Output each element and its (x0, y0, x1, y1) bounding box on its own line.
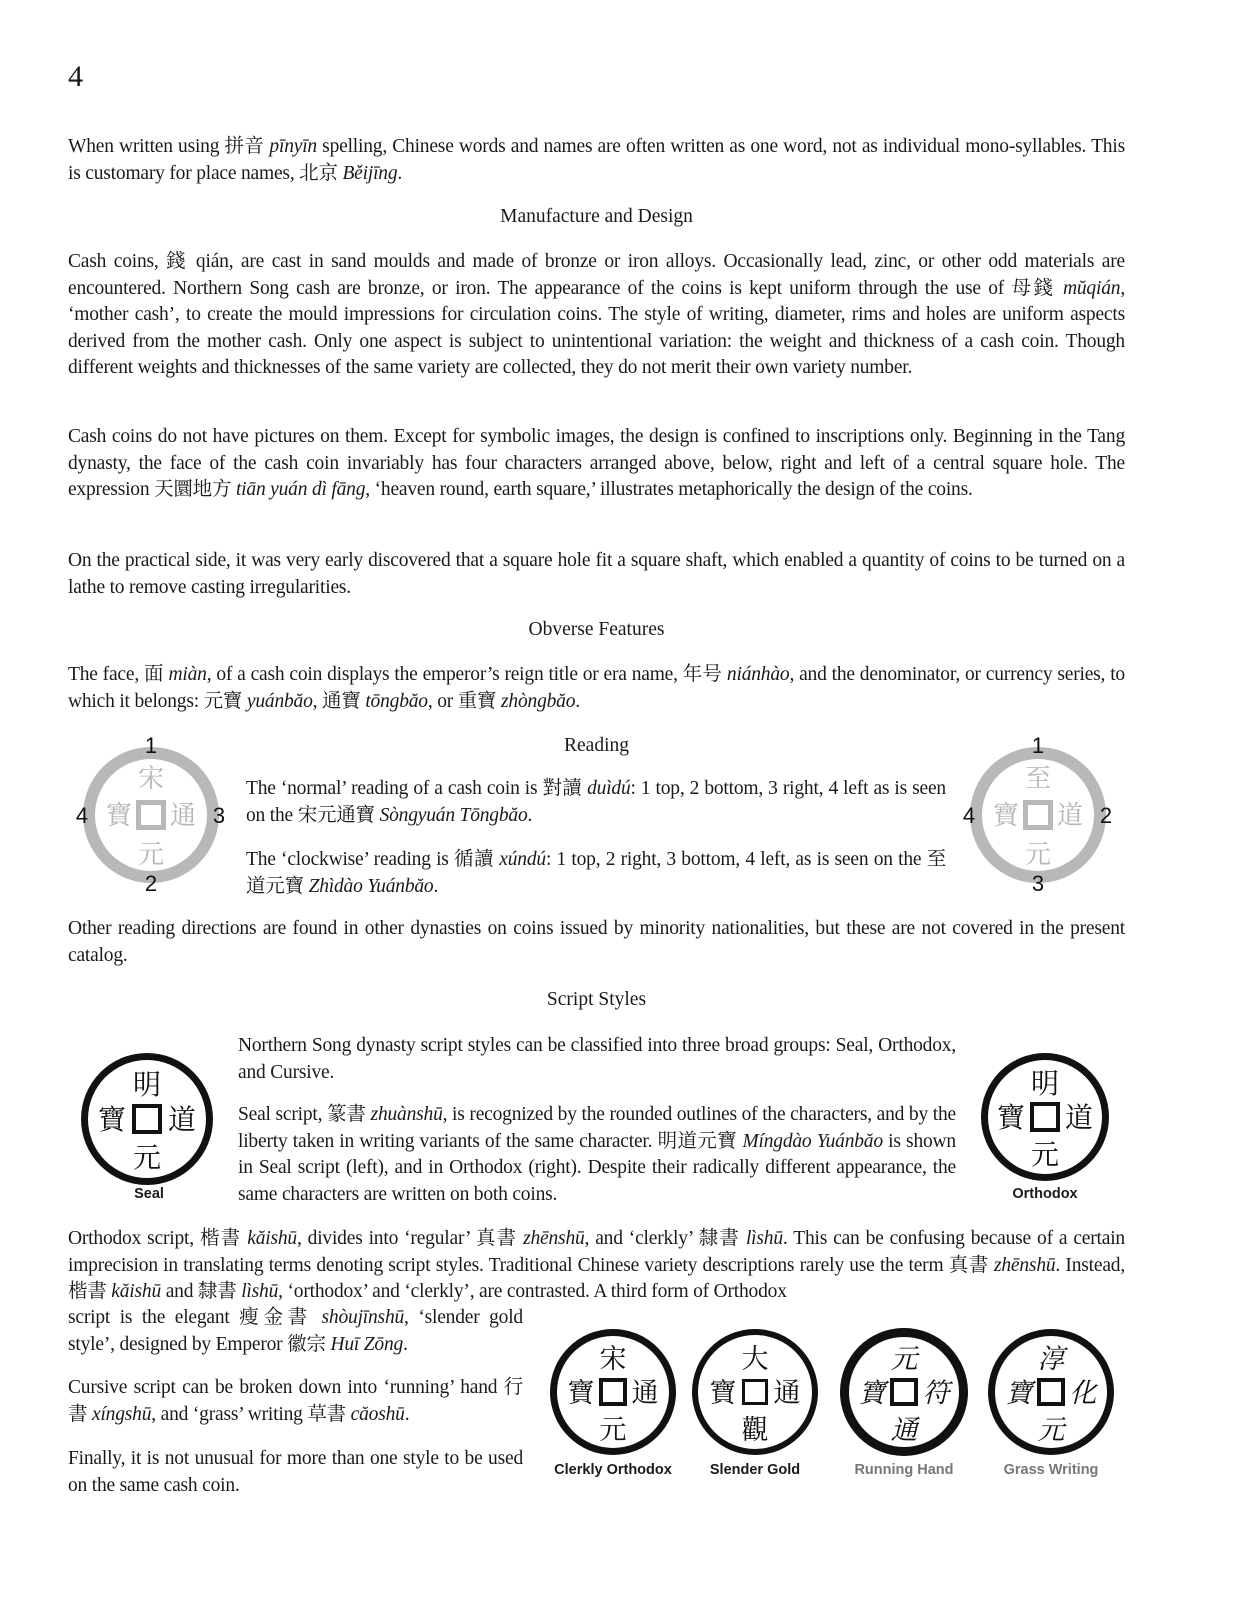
coin-char-top: 元 (890, 1344, 918, 1375)
manufacture-paragraph-1: Cash coins, 錢 qián, are cast in sand moulds and made of bronze or iron alloys. Occasionally lead, zinc, or other odd materials are encountered. Northern Song cash are bronze, or iron. The appearance of the coins is kept uniform through the use of 母錢 mŭqián, ‘mother cash’, to create the mould impressions for circulation coins. The style of writing, diameter, rims and holes are uniform aspects derived from the mother cash. Only one aspect is subject to unintentional variation: the weight and thickness of a cash coin. Though different weights and thicknesses of the same variety are collected, they do not merit their own variety number. (68, 251, 1125, 378)
cursive-paragraph: Cursive script can be broken down into ‘running’ hand 行書 xíngshū, and ‘grass’ writing 草書 căoshū. (68, 1377, 523, 1425)
coin-char-top: 淳 (1037, 1344, 1065, 1375)
coin-char-top: 宋 (599, 1344, 627, 1375)
coin-char-left: 寶 (567, 1378, 595, 1409)
caption-grass-writing: Grass Writing (1003, 1462, 1099, 1478)
coin-char-left: 寶 (105, 801, 133, 831)
coin-char-bottom: 元 (1030, 1138, 1060, 1171)
script-paragraph-2: Seal script, 篆書 zhuànshū, is recognized by the rounded outlines of the characters, and by the liberty taken in writing variants of the same character. 明道元寶 Míngdào Yuánbăo is shown in Seal script (left), and in Orthodox (right). Despite their radically different appearance, the same characters are written on both coins. (238, 1104, 956, 1205)
reading-number-bottom: 2 (144, 871, 158, 895)
coin-char-right: 通 (631, 1378, 659, 1409)
coin-char-bottom: 通 (890, 1415, 918, 1446)
reading-other-paragraph: Other reading directions are found in other dynasties on coins issued by minority nationalities, but these are not covered in the present catalog. (68, 918, 1125, 966)
caption-clerkly-orthodox: Clerkly Orthodox (554, 1462, 672, 1478)
coin-char-left: 寶 (996, 1101, 1026, 1134)
reading-number-left: 4 (75, 803, 89, 828)
reading-number-top: 1 (144, 735, 158, 758)
script-paragraph-1: Northern Song dynasty script styles can be classified into three broad groups: Seal, Orthodox, and Cursive. (238, 1035, 956, 1083)
manufacture-paragraph-3: On the practical side, it was very early discovered that a square hole fit a square shaft, which enabled a quantity of coins to be turned on a lathe to remove casting irregularities. (68, 550, 1125, 598)
coin-char-left: 寶 (97, 1103, 127, 1136)
coin-char-bottom: 元 (137, 840, 165, 870)
reading-number-right: 2 (1099, 803, 1113, 828)
caption-seal: Seal (134, 1186, 164, 1202)
coin-char-top: 明 (132, 1068, 162, 1101)
coin-char-bottom: 元 (1024, 840, 1052, 870)
coin-clockwise-reading (957, 735, 1122, 895)
coin-char-left: 寶 (992, 801, 1020, 831)
coin-char-bottom: 觀 (741, 1415, 769, 1446)
reading-clockwise-paragraph: The ‘clockwise’ reading is 循讀 xúndú: 1 top, 2 right, 3 bottom, 4 left, as is seen on the 至道元寶 Zhìdào Yuánbăo. (246, 849, 947, 897)
coin-char-right: 通 (773, 1378, 801, 1409)
coin-char-bottom: 元 (599, 1415, 627, 1446)
caption-slender-gold: Slender Gold (709, 1462, 801, 1478)
caption-orthodox: Orthodox (1012, 1186, 1078, 1202)
reading-number-right: 3 (212, 803, 226, 828)
caption-running-hand: Running Hand (854, 1462, 954, 1478)
orthodox-paragraph: Orthodox script, 楷書 kăishū, divides into ‘regular’ 真書 zhēnshū, and ‘clerkly’ 隸書 lìshū. This can be confusing because of a certain imprecision in translating terms denoting script styles. Traditional Chinese variety descriptions rarely use the term 真書 zhēnshū. Instead, 楷書 kăishū and 隸書 lìshū, ‘orthodox’ and ‘clerkly’, are contrasted. A third form of Orthodox (68, 1228, 1126, 1302)
coin-char-right: 化 (1069, 1378, 1097, 1409)
coin-char-bottom: 元 (1037, 1415, 1065, 1446)
coin-char-left: 寶 (709, 1378, 737, 1409)
reading-number-left: 4 (962, 803, 976, 828)
coin-grass-writing (986, 1324, 1116, 1460)
heading-reading: Reading (564, 735, 629, 756)
coin-char-right: 符 (922, 1378, 950, 1409)
heading-script-styles: Script Styles (546, 989, 647, 1010)
coin-char-top: 明 (1030, 1067, 1060, 1100)
coin-slender-gold (690, 1324, 820, 1460)
coin-char-right: 通 (169, 801, 197, 831)
coin-clerkly-orthodox (548, 1324, 678, 1460)
reading-number-top: 1 (1031, 735, 1045, 758)
orthodox-slender-gold-paragraph: script is the elegant 瘦金書 shòujīnshū, ‘slender gold style’, designed by Emperor 徽宗 Huī Zōng. (68, 1307, 523, 1355)
coin-char-left: 寶 (1005, 1378, 1033, 1409)
reading-number-bottom: 3 (1031, 871, 1045, 895)
intro-paragraph: When written using 拼音 pīnyīn spelling, Chinese words and names are often written as one word, not as individual mono-syllables. This is customary for place names, 北京 Běijīng. (68, 136, 1125, 184)
manufacture-paragraph-2: Cash coins do not have pictures on them. Except for symbolic images, the design is confined to inscriptions only. Beginning in the Tang dynasty, the face of the cash coin invariably has four characters arranged above, below, right and left of a central square hole. The expression 天圜地方 tiān yuán dì fāng, ‘heaven round, earth square,’ illustrates metaphorically the design of the coins. (68, 426, 1125, 500)
coin-char-top: 宋 (137, 764, 165, 794)
coin-normal-reading (70, 735, 235, 895)
heading-obverse: Obverse Features (528, 619, 665, 640)
heading-manufacture: Manufacture and Design (500, 206, 693, 227)
coin-char-right: 道 (1064, 1101, 1094, 1134)
coin-orthodox-script (972, 1044, 1118, 1190)
coin-char-top: 至 (1024, 764, 1052, 794)
coin-char-top: 大 (741, 1344, 769, 1375)
coin-char-left: 寶 (858, 1378, 886, 1409)
finally-paragraph: Finally, it is not unusual for more than one style to be used on the same cash coin. (68, 1448, 523, 1496)
obverse-paragraph: The face, 面 miàn, of a cash coin displays the emperor’s reign title or era name, 年号 niánhào, and the denominator, or currency series, to which it belongs: 元寶 yuánbăo, 通寶 tōngbăo, or 重寶 zhòngbăo. (68, 664, 1125, 712)
reading-normal-paragraph: The ‘normal’ reading of a cash coin is 對讀 duìdú: 1 top, 2 bottom, 3 right, 4 left as is seen on the 宋元通寶 Sòngyuán Tōngbăo. (246, 778, 946, 826)
coin-char-right: 道 (1056, 801, 1084, 831)
coin-char-right: 道 (167, 1103, 197, 1136)
coin-seal-script (72, 1044, 222, 1194)
coin-running-hand (839, 1324, 969, 1460)
coin-char-bottom: 元 (132, 1141, 162, 1174)
page-number: 4 (68, 60, 83, 93)
